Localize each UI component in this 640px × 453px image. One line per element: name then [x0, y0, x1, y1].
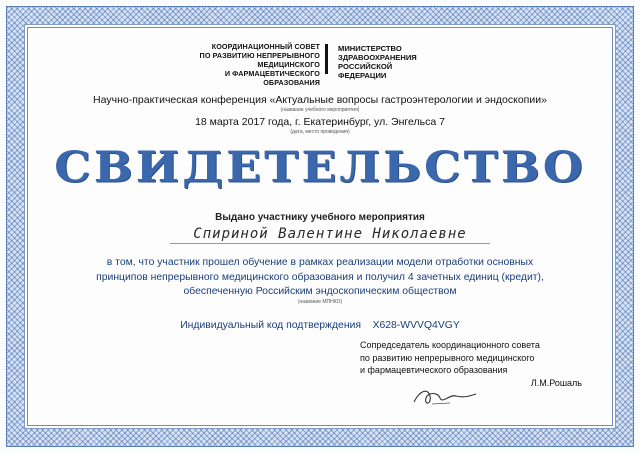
document-title: СВИДЕТЕЛЬСТВО	[54, 142, 586, 192]
event-date-caption: (дата, место проведения)	[290, 129, 350, 135]
body-line-3: обеспеченную Российским эндоскопическим обществом	[183, 286, 457, 297]
confirmation-code-line	[40, 320, 600, 331]
signer-line-3: и фармацевтического образования	[360, 365, 508, 375]
issued-to-label: Выдано участнику учебного мероприятия	[215, 212, 425, 223]
body-line-1: в том, что участник прошел обучение в рамках реализации модели отработки основных	[106, 257, 534, 268]
confirmation-code: X628-WVVQ4VGY	[372, 320, 460, 331]
separator-bar-icon	[322, 44, 332, 74]
certificate-body	[60, 256, 580, 300]
certificate-header	[0, 42, 640, 86]
signer-line-1: Сопредседатель координационного совета	[360, 340, 540, 350]
council-name: КООРДИНАЦИОННЫЙ СОВЕТ ПО РАЗВИТИЮ НЕПРЕРЫВНОГО МЕДИЦИНСКОГО И ФАРМАЦЕВТИЧЕСКОГО ОБРАЗОВАНИЯ	[199, 42, 320, 87]
event-title-caption: (название учебного мероприятия)	[280, 107, 360, 113]
signature-icon	[410, 384, 480, 410]
signer-block	[360, 339, 590, 389]
ministry-name: МИНИСТЕРСТВО ЗДРАВООХРАНЕНИЯ РОССИЙСКОЙ ФЕДЕРАЦИИ	[338, 44, 417, 80]
confirmation-label: Индивидуальный код подтверждения	[180, 320, 361, 331]
event-title: Научно-практическая конференция «Актуальные вопросы гастроэнтерологии и эндоскопии»	[93, 94, 547, 106]
body-line-2: принципов непрерывного медицинского образования и получил 4 зачетных единиц (кредит),	[96, 271, 544, 283]
body-caption: (название МПНКО)	[297, 299, 343, 305]
recipient-name: Спириной Валентине Николаевне	[170, 226, 490, 244]
signer-line-2: по развитию непрерывного медицинского	[360, 352, 535, 363]
signer-name: Л.М.Рошаль	[530, 377, 582, 388]
event-date-place: 18 марта 2017 года, г. Екатеринбург, ул. Энгельса 7	[195, 116, 445, 128]
